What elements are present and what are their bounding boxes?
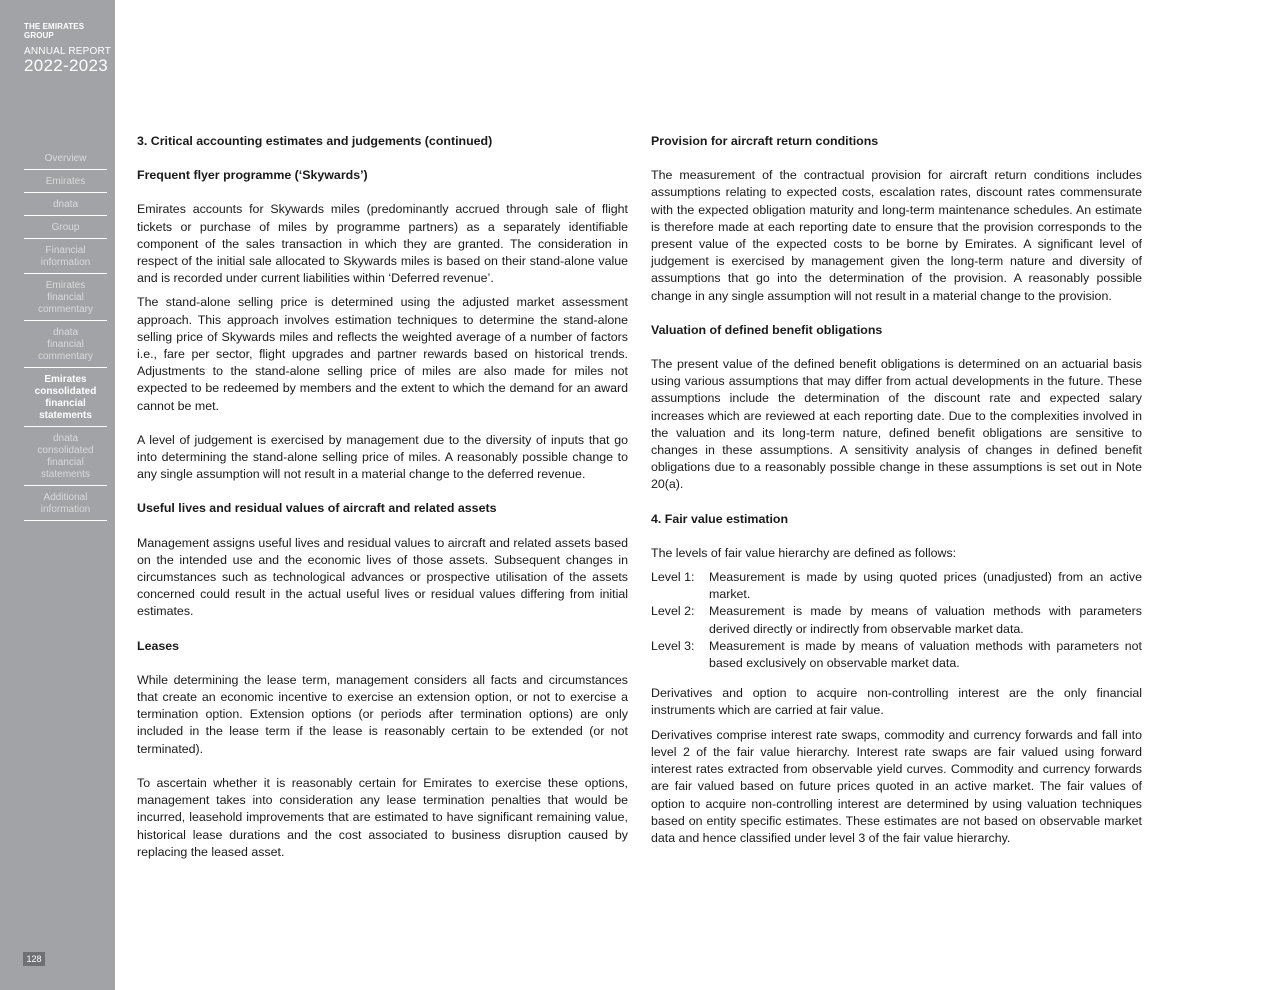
paragraph-fair-value-2: Derivatives and option to acquire non-controlling interest are the only financial instruments which are carried at fair value. <box>651 686 1142 718</box>
nav-item-emirates[interactable]: Emirates <box>24 170 107 193</box>
paragraph-leases-2: To ascertain whether it is reasonably certain for Emirates to exercise these options, management takes into consideration any lease termination penalties that would be incurred, leasehold improvements that are estimated to have significant remaining value, historical lease durations and the cost associated to business disruption caused by replacing the leased asset. <box>137 775 628 859</box>
fair-value-levels-list <box>651 569 1142 672</box>
heading-skywards: Frequent flyer programme (‘Skywards’) <box>137 168 368 183</box>
paragraph-leases-1: While determining the lease term, management considers all facts and circumstances that create an economic incentive to exercise an extension option, or not to exercise a termination option. Extension options (or periods after termination options) are only included in the lease term if the lease is reasonably certain to be extended (or not terminated). <box>137 672 628 756</box>
paragraph-skywards-1: Emirates accounts for Skywards miles (predominantly accrued through sale of flight tickets or purchase of miles by programme partners) as a separately identifiable component of the sales transaction in which they are granted. The consideration in respect of the initial sale allocated to Skywards miles is based on their stand-alone value and is recorded under current liabilities within ‘Deferred revenue’. <box>137 202 628 286</box>
paragraph-skywards-3: A level of judgement is exercised by management due to the diversity of inputs that go into determining the stand-alone selling price of miles. A reasonably possible change to any single assumption will not result in a material change to the deferred revenue. <box>137 432 628 482</box>
nav-item-financial-information[interactable]: Financial information <box>24 239 107 274</box>
nav-item-dnata-consolidated-statements[interactable]: dnata consolidated financial statements <box>24 427 107 486</box>
level-label: Level 1: <box>651 570 695 585</box>
list-item <box>651 569 1142 603</box>
section-heading-critical-estimates: 3. Critical accounting estimates and judgements (continued) <box>137 134 493 148</box>
paragraph-defined-benefit: The present value of the defined benefit obligations is determined on an actuarial basis using various assumptions that may differ from actual developments in the future. These assumptions include the determination of the discount rate and expected salary increases which are reviewed at each reporting date. Due to the complexities involved in the valuation and its long-term nature, defined benefit obligations are sensitive to changes in these assumptions. A sensitivity analysis of changes in defined benefit obligations due to a reasonably possible change in these assumptions is set out in Note 20(a). <box>651 357 1142 492</box>
heading-aircraft-return: Provision for aircraft return conditions <box>651 134 879 148</box>
paragraph-aircraft-return: The measurement of the contractual provision for aircraft return conditions includes assumptions relating to expected costs, escalation rates, discount rates commensurate with the expected obligation maturity and long-term maintenance schedules. An estimate is therefore made at each reporting date to ensure that the provision corresponds to the present value of the expected costs to be borne by Emirates. A significant level of judgement is exercised by management given the long-term nature and diversity of assumptions that go into the determination of the provision. A reasonably possible change in any single assumption will not result in a material change to the provision. <box>651 168 1142 303</box>
level-label: Level 3: <box>651 638 695 653</box>
brand-group-name: THE EMIRATES GROUP <box>24 22 85 40</box>
section-heading-fair-value: 4. Fair value estimation <box>651 511 789 526</box>
level-label: Level 2: <box>651 604 695 619</box>
right-column <box>651 133 1142 864</box>
nav-item-additional-information[interactable]: Additional information <box>24 486 107 521</box>
brand-report-label: ANNUAL REPORT <box>24 46 112 57</box>
paragraph-fair-value-3: Derivatives comprise interest rate swaps, commodity and currency forwards and fall into level 2 of the fair value hierarchy. Interest rate swaps are fair valued using forward interest rates extracted from observable yield curves. Commodity and currency forwards are fair valued based on future prices quoted in an active market. The fair values of option to acquire non-controlling interest are determined by using valuation techniques based on entity specific estimates. These estimates are not based on observable market data and hence classified under level 3 of the fair value hierarchy. <box>651 727 1142 845</box>
level-description: Measurement is made by means of valuation methods with parameters not based exclusively on observable market data. <box>709 638 1142 671</box>
brand-report-years: 2022-2023 <box>24 56 108 75</box>
heading-defined-benefit: Valuation of defined benefit obligations <box>651 322 883 337</box>
paragraph-skywards-2: The stand-alone selling price is determined using the adjusted market assessment approach. This approach involves estimation techniques to determine the stand-alone selling price of Skywards miles and reflects the weighted average of a number of factors i.e., fare per sector, flight upgrades and partner rewards based on historical trends. Adjustments to the stand-alone selling price of miles are also made for miles not expected to be redeemed by members and the extent to which the demand for an award cannot be met. <box>137 295 628 413</box>
nav-item-dnata[interactable]: dnata <box>24 193 107 216</box>
section-nav <box>24 147 107 521</box>
nav-item-group[interactable]: Group <box>24 216 107 239</box>
heading-useful-lives: Useful lives and residual values of aircraft and related assets <box>137 501 497 516</box>
level-description: Measurement is made by using quoted prices (unadjusted) from an active market. <box>709 570 1142 602</box>
brand-block <box>24 22 115 74</box>
paragraph-useful-lives: Management assigns useful lives and residual values to aircraft and related assets based on the intended use and the economic lives of those assets. Subsequent changes in circumstances such as technological advances or prospective utilisation of the assets concerned could result in the actual useful lives or residual values differing from initial estimates. <box>137 535 628 619</box>
nav-item-emirates-consolidated-statements[interactable]: Emirates consolidated financial statements <box>24 368 107 427</box>
nav-item-emirates-financial-commentary[interactable]: Emirates financial commentary <box>24 274 107 321</box>
heading-leases: Leases <box>137 638 180 653</box>
nav-item-dnata-financial-commentary[interactable]: dnata financial commentary <box>24 321 107 368</box>
level-description: Measurement is made by means of valuation methods with parameters derived directly or indirectly from observable market data. <box>709 604 1142 636</box>
nav-item-overview[interactable]: Overview <box>24 147 107 170</box>
page-number: 128 <box>23 952 45 966</box>
paragraph-fair-value-intro: The levels of fair value hierarchy are defined as follows: <box>651 545 957 560</box>
list-item <box>651 603 1142 637</box>
list-item <box>651 638 1142 672</box>
sidebar <box>0 0 115 990</box>
left-column <box>137 133 628 878</box>
